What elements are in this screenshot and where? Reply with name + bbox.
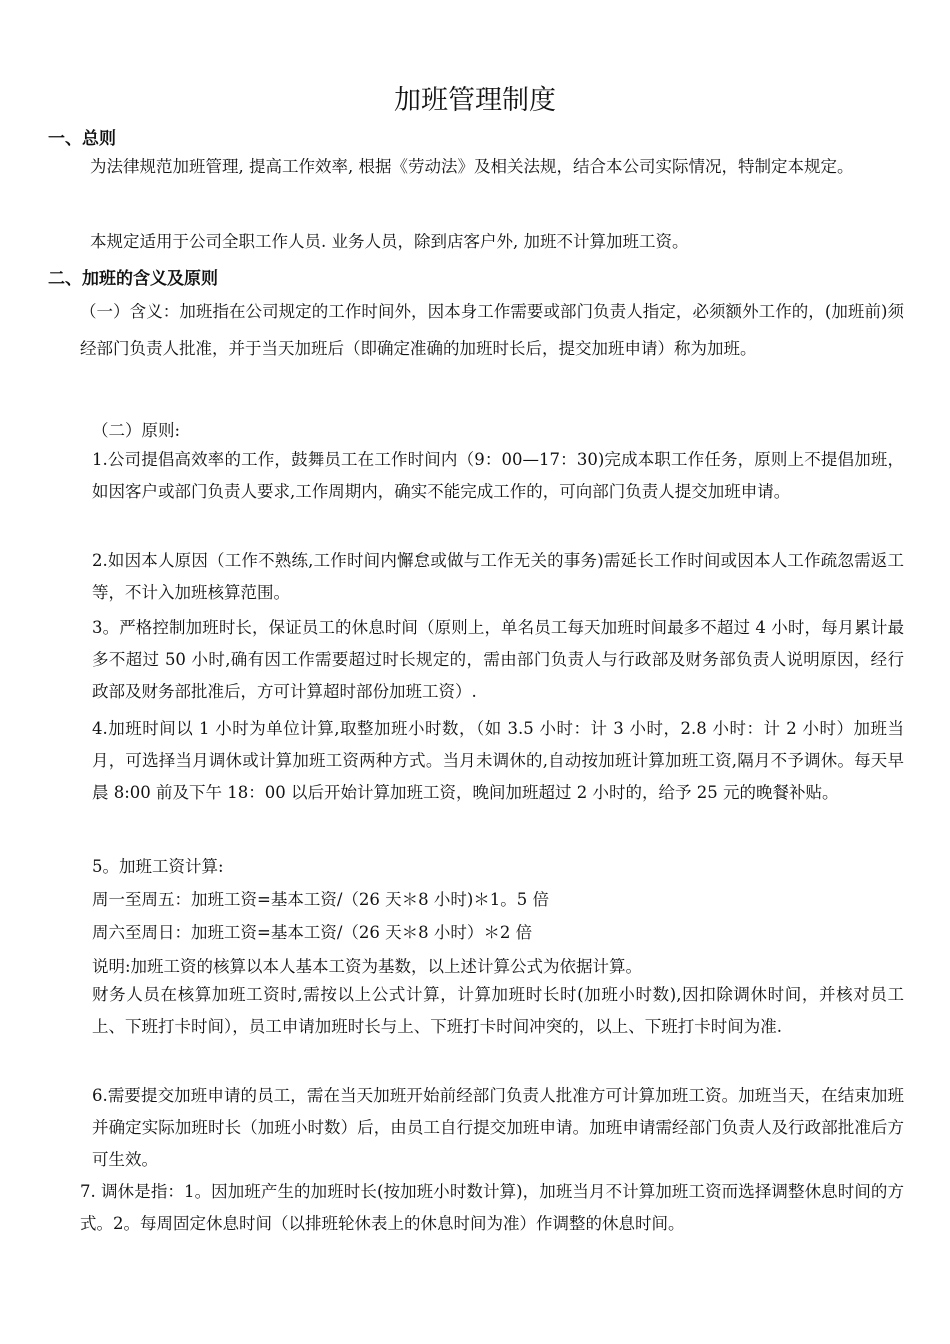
rule-2: 2.如因本人原因（工作不熟练,工作时间内懈怠或做与工作无关的事务)需延长工作时间或因本人工作疏忽需返工等，不计入加班核算范围。 xyxy=(92,551,904,602)
section-heading-general: 一、总则 xyxy=(48,129,116,149)
rule-5-note: 说明:加班工资的核算以本人基本工资为基数，以上述计算公式为依据计算。 xyxy=(92,957,643,976)
principle-label: （二）原则: xyxy=(92,421,181,440)
rule-5-label: 5。加班工资计算: xyxy=(92,857,224,876)
rule-3: 3。严格控制加班时长，保证员工的休息时间（原则上，单名员工每天加班时间最多不超过 4 小时，每月累计最多不超过 50 小时,确有因工作需要超过时长规定的，需由部门负责人与行政部及财务部负责人说明原因，经行政部及财务部批准后，方可计算超时部份加班工资）. xyxy=(92,618,904,701)
paragraph-purpose: 为法律规范加班管理, 提高工作效率, 根据《劳动法》及相关法规，结合本公司实际情况，特制定本规定。 xyxy=(90,157,854,176)
rule-1: 1.公司提倡高效率的工作，鼓舞员工在工作时间内（9：00—17：30)完成本职工作任务，原则上不提倡加班，如因客户或部门负责人要求,工作周期内，确实不能完成工作的，可向部门负责人提交加班申请。 xyxy=(92,450,904,501)
section-heading-principles: 二、加班的含义及原则 xyxy=(48,269,218,289)
rule-5-finance: 财务人员在核算加班工资时,需按以上公式计算，计算加班时长时(加班小时数),因扣除调休时间，并核对员工上、下班打卡时间），员工申请加班时长与上、下班打卡时间冲突的，以上、下班打卡时间为准. xyxy=(92,985,904,1036)
rule-4: 4.加班时间以 1 小时为单位计算,取整加班小时数，（如 3.5 小时：计 3 小时，2.8 小时：计 2 小时）加班当月，可选择当月调休或计算加班工资两种方式。当月未调休的,自动按加班计算加班工资,隔月不予调休。每天早晨 8:00 前及下午 18：00 以后开始计算加班工资，晚间加班超过 2 小时的，给予 25 元的晚餐补贴。 xyxy=(92,719,904,802)
rule-7: 7. 调休是指：1。因加班产生的加班时长(按加班小时数计算)，加班当月不计算加班工资而选择调整休息时间的方式。2。每周固定休息时间（以排班轮休表上的休息时间为准）作调整的休息时间。 xyxy=(80,1182,904,1233)
paragraph-scope: 本规定适用于公司全职工作人员. 业务人员，除到店客户外, 加班不计算加班工资。 xyxy=(90,232,689,251)
rule-6: 6.需要提交加班申请的员工，需在当天加班开始前经部门负责人批准方可计算加班工资。加班当天，在结束加班并确定实际加班时长（加班小时数）后，由员工自行提交加班申请。加班申请需经部门负责人及行政部批准后方可生效。 xyxy=(92,1086,904,1169)
rule-5-weekend-formula: 周六至周日：加班工资=基本工资/（26 天＊8 小时）＊2 倍 xyxy=(92,923,533,942)
rule-5-weekday-formula: 周一至周五：加班工资=基本工资/（26 天＊8 小时)＊1。5 倍 xyxy=(92,890,550,909)
page-title: 加班管理制度 xyxy=(394,85,556,116)
paragraph-meaning: （一）含义：加班指在公司规定的工作时间外，因本身工作需要或部门负责人指定，必须额外工作的，(加班前)须经部门负责人批准，并于当天加班后（即确定准确的加班时长后，提交加班申请）称为加班。 xyxy=(80,302,904,358)
